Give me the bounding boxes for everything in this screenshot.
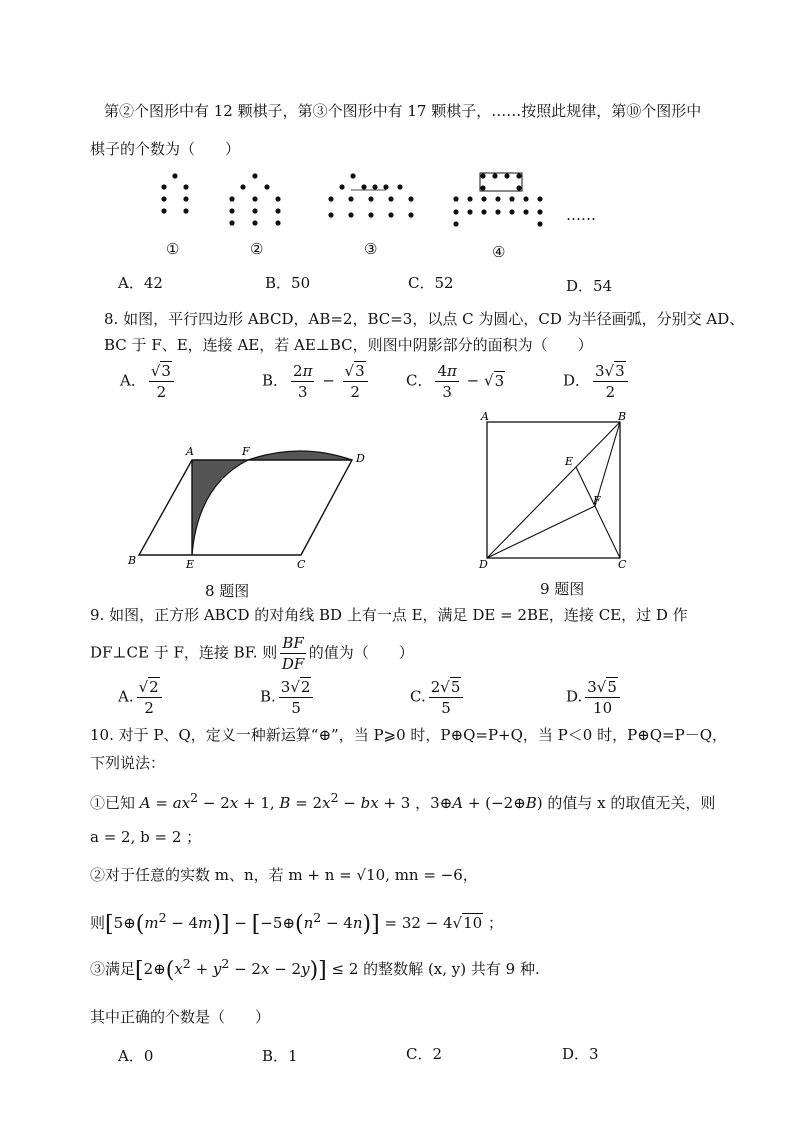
q9-choice-b-letter: B. bbox=[260, 687, 276, 706]
q10-question: 其中正确的个数是（ ） bbox=[90, 1008, 271, 1026]
q9-line2-prefix: DF⊥CE 于 F，连接 BF. 则 bbox=[90, 643, 278, 662]
q9-line2-suffix: 的值为（ ） bbox=[308, 643, 414, 662]
q10-item1-line2: a = 2, b = 2 ； bbox=[90, 828, 202, 846]
q10-item2-line2: 则$[5\oplus(m^2 - 4m)]$ − $[-5\oplus(n^2 - 4n)] = 32 - 4√10$ ； bbox=[90, 910, 503, 937]
q7-dot-patterns bbox=[150, 168, 620, 238]
q9-choice-a-letter: A. bbox=[118, 687, 134, 706]
q9-choice-d[interactable]: D. $\frac{3√5}{10}$ bbox=[566, 678, 623, 717]
q9-label-e: E bbox=[565, 455, 574, 468]
q9-choice-a[interactable]: A. $\frac{√2}{2}$ bbox=[118, 678, 165, 717]
q8-label-c: C bbox=[297, 558, 306, 571]
q8-choice-a-letter: A． bbox=[120, 371, 146, 390]
q10-item3-tail: 的整数解 (x, y) 共有 9 种. bbox=[363, 960, 540, 978]
q8-choice-b[interactable]: B． $\frac{2\pi}{3}$ − $\frac{√3}{2}$ bbox=[262, 362, 371, 401]
q8-caption: 8 题图 bbox=[205, 582, 250, 600]
q8-choice-c-letter: C． bbox=[406, 371, 433, 390]
q9-figure bbox=[475, 410, 635, 570]
q7-choice-a[interactable]: A．42 bbox=[118, 274, 163, 292]
q9-line1: 9. 如图，正方形 ABCD 的对角线 BD 上有一点 E，满足 DE = 2BE，连接 CE，过 D 作 bbox=[90, 606, 688, 624]
q9-choice-c-letter: C. bbox=[410, 687, 426, 706]
q9-label-b: B bbox=[618, 410, 627, 423]
q10-item1: ①已知 $A = ax^2 - 2x + 1$, $B = 2x^2$ − bx + 3 ，3⊕A + (−2⊕B) 的值与 x 的取值无关，则 bbox=[90, 790, 716, 812]
q9-label-c: C bbox=[618, 558, 627, 570]
q10-choice-b[interactable]: B．1 bbox=[262, 1047, 298, 1065]
q10-choice-c[interactable]: C．2 bbox=[406, 1045, 443, 1063]
q8-choice-b-letter: B． bbox=[262, 371, 289, 390]
q7-choice-c[interactable]: C．52 bbox=[408, 274, 454, 292]
q10-line1: 10. 对于 P、Q，定义一种新运算“⊕”，当 P⩾0 时，P⊕Q=P+Q，当 P＜0 时，P⊕Q=P－Q， bbox=[90, 726, 728, 744]
q10-item3: ③满足$[2\oplus(x^2 + y^2 - 2x - 2y)] \le 2$ 的整数解 (x, y) 共有 9 种. bbox=[90, 956, 540, 983]
q10-choice-d[interactable]: D．3 bbox=[562, 1045, 599, 1063]
q8-shaded-region-left bbox=[192, 460, 248, 555]
q8-label-d: D bbox=[356, 452, 365, 465]
q9-label-f: F bbox=[593, 494, 601, 507]
q9-line2: DF⊥CE 于 F，连接 BF. 则 $\frac{BF}{DF}$ 的值为（ ） bbox=[90, 634, 414, 673]
q7-figure-label-2: ② bbox=[250, 240, 264, 258]
q7-figure-label-3: ③ bbox=[364, 240, 378, 258]
q10-line2: 下列说法： bbox=[90, 754, 166, 772]
q9-caption: 9 题图 bbox=[540, 580, 585, 598]
q9-choice-b[interactable]: B. $\frac{3√2}{5}$ bbox=[260, 678, 316, 717]
q10-item1-tail: 的值与 x 的取值无关，则 bbox=[547, 794, 716, 812]
q9-choice-c[interactable]: C. $\frac{2√5}{5}$ bbox=[410, 678, 466, 717]
q8-line1: 8. 如图，平行四边形 ABCD，AB=2，BC=3，以点 C 为圆心，CD 为半径画弧，分别交 AD、 bbox=[104, 310, 745, 328]
q7-figure-label-4: ④ bbox=[492, 243, 506, 261]
q8-line2: BC 于 F、E，连接 AE，若 AE⊥BC，则图中阴影部分的面积为（ ） bbox=[104, 336, 593, 354]
q8-choice-d-letter: D． bbox=[563, 371, 591, 390]
q7-choice-d[interactable]: D．54 bbox=[566, 277, 613, 295]
q7-ellipsis: …… bbox=[566, 206, 596, 224]
q7-line2: 棋子的个数为（ ） bbox=[90, 140, 241, 158]
q10-choice-a[interactable]: A．0 bbox=[118, 1047, 154, 1065]
q8-choice-a[interactable]: A． $\frac{√3}{2}$ bbox=[120, 362, 177, 401]
q8-choice-c[interactable]: C． $\frac{4\pi}{3}$ − √3 bbox=[406, 362, 505, 401]
q7-line1: 第②个图形中有 12 颗棋子，第③个图形中有 17 颗棋子，……按照此规律，第⑩个图形中 bbox=[104, 102, 702, 120]
q8-choice-d[interactable]: D． $\frac{3√3}{2}$ bbox=[563, 362, 631, 401]
q7-choice-b[interactable]: B．50 bbox=[265, 274, 311, 292]
q8-label-e: E bbox=[186, 558, 195, 571]
q8-label-a: A bbox=[186, 445, 194, 458]
q7-figure-label-1: ① bbox=[166, 240, 180, 258]
q8-label-b: B bbox=[128, 554, 137, 567]
q10-item2-line1: ②对于任意的实数 m、n，若 m + n = √10, mn = −6， bbox=[90, 866, 478, 884]
q9-label-d: D bbox=[479, 558, 488, 570]
q8-label-f: F bbox=[242, 445, 250, 458]
q9-choice-d-letter: D. bbox=[566, 687, 583, 706]
q9-label-a: A bbox=[481, 410, 489, 423]
q8-figure bbox=[120, 440, 370, 575]
